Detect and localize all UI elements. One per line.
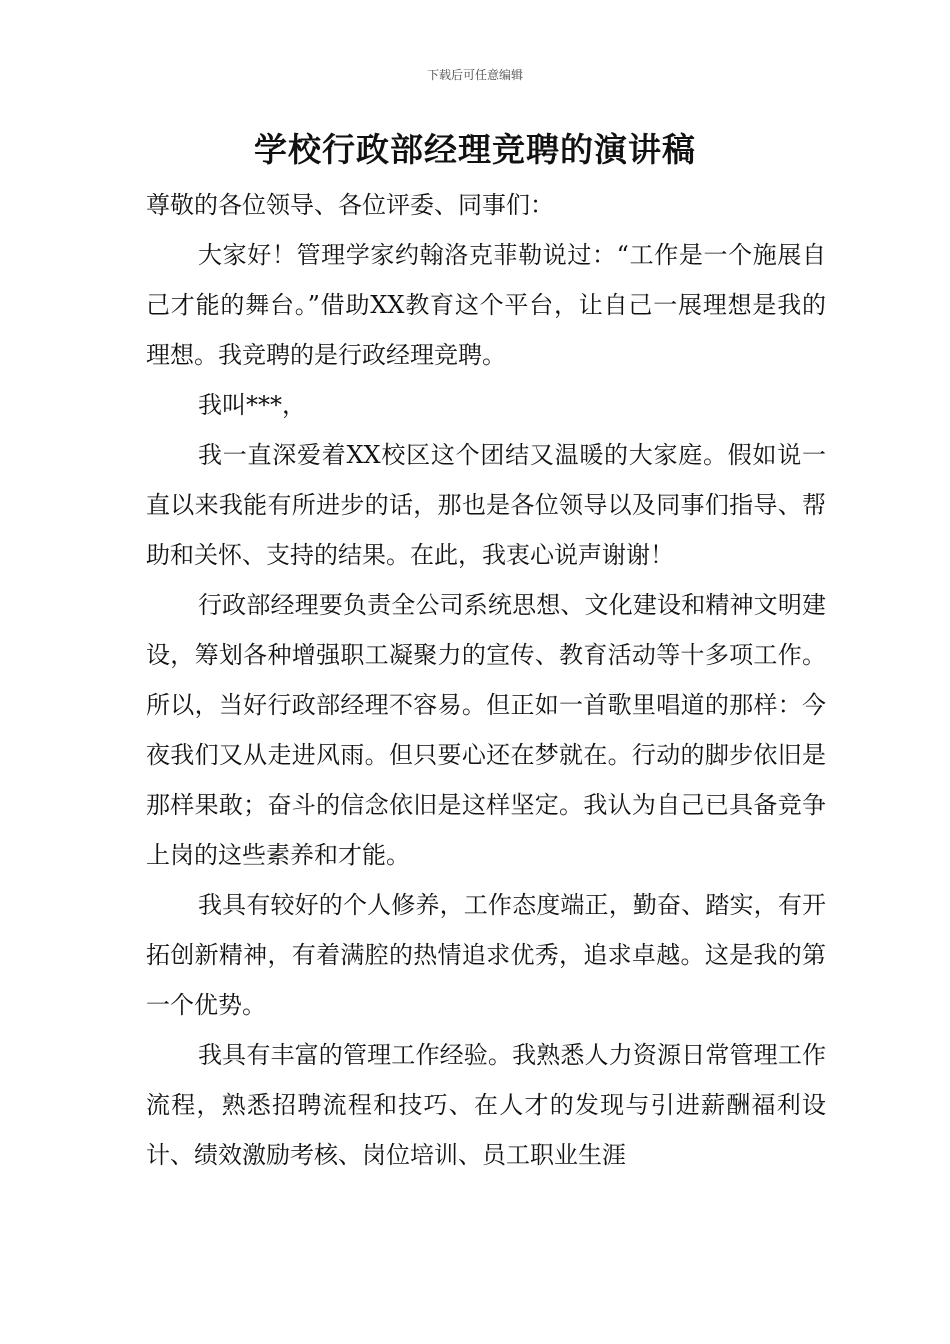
paragraph-experience: 我具有丰富的管理工作经验。我熟悉人力资源日常管理工作流程，熟悉招聘流程和技巧、在人才的发现与引进薪酬福利设计、绩效激励考核、岗位培训、员工职业生涯 [146,1041,826,1169]
paragraph-gratitude: 我一直深爱着XX校区这个团结又温暖的大家庭。假如说一直以来我能有所进步的话，那也是各位领导以及同事们指导、帮助和关怀、支持的结果。在此，我衷心说声谢谢！ [146,441,826,569]
paragraph-name: 我叫***， [198,391,306,419]
page-header-note: 下载后可任意编辑 [426,68,523,82]
salutation: 尊敬的各位领导、各位评委、同事们： [146,191,554,219]
document-body [146,180,826,1180]
paragraph-role-duties: 行政部经理要负责全公司系统思想、文化建设和精神文明建设，筹划各种增强职工凝聚力的宣传、教育活动等十多项工作。所以，当好行政部经理不容易。但正如一首歌里唱道的那样：今夜我们又从走进风雨。但只要心还在梦就在。行动的脚步依旧是那样果敢；奋斗的信念依旧是这样坚定。我认为自己已具备竞争上岗的这些素养和才能。 [146,591,826,869]
paragraph-intro: 大家好！管理学家约翰洛克菲勒说过：“工作是一个施展自己才能的舞台。”借助XX教育这个平台，让自己一展理想是我的理想。我竞聘的是行政经理竞聘。 [146,241,826,369]
paragraph-first-advantage: 我具有较好的个人修养，工作态度端正，勤奋、踏实，有开拓创新精神，有着满腔的热情追求优秀，追求卓越。这是我的第一个优势。 [146,891,826,1019]
document-title: 学校行政部经理竞聘的演讲稿 [254,130,696,169]
